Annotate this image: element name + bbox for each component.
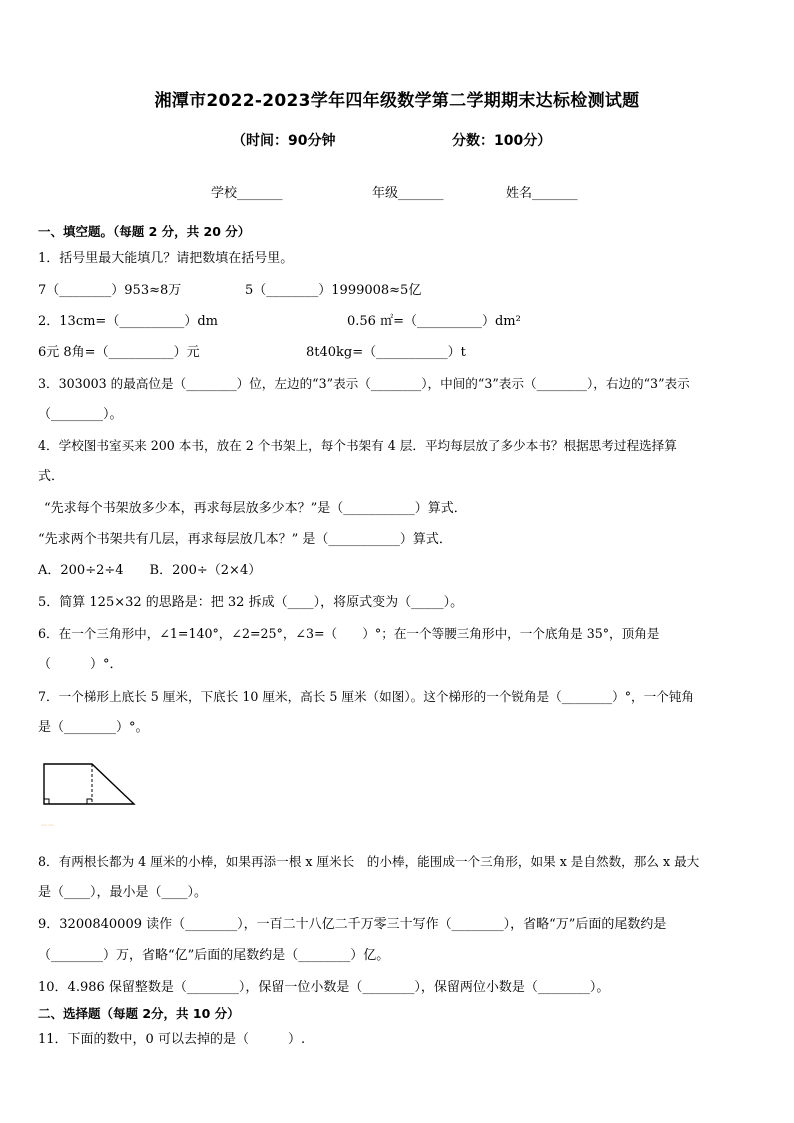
- score-label: 分数：100分）: [452, 133, 552, 149]
- exam-title: 湘潭市2022-2023学年四年级数学第二学期期末达标检测试题: [154, 91, 640, 111]
- question-11: 11．下面的数中，0 可以去掉的是（ ）.: [38, 1032, 306, 1047]
- grade-field: 年级_______: [372, 186, 444, 201]
- school-field: 学校_______: [211, 186, 283, 201]
- question-10: 10．4.986 保留整数是（________），保留一位小数是（________），保留两位小数是（________）。: [38, 980, 610, 995]
- question-7-line1: 7．一个梯形上底长 5 厘米，下底长 10 厘米，高长 5 厘米（如图）。这个梯形的一个锐角是（________）°，一个钝角: [38, 689, 694, 704]
- question-4-line3: “先求每个书架放多少本，再求每层放多少本？”是（___________）算式．: [44, 501, 467, 516]
- question-2a: 2．13cm=（__________）dm: [38, 314, 218, 329]
- question-4-options: A．200÷2÷4 B．200÷（2×4）: [38, 563, 262, 578]
- question-1b: 5（________）1999008≈5亿: [245, 283, 422, 298]
- question-1a: 7（________）953≈8万: [38, 283, 182, 298]
- faint-scan-mark: ~~: [40, 821, 56, 831]
- question-8-line1: 8．有两根长都为 4 厘米的小棒，如果再添一根 x 厘米长 的小棒，能围成一个三角形，如果 x 是自然数，那么 x 最大: [38, 854, 700, 869]
- section2-heading: 二、选择题（每题 2分，共 10 分）: [38, 1006, 240, 1021]
- time-label: （时间：90分钟: [232, 133, 336, 149]
- question-6-line2: （ ）°．: [38, 657, 123, 672]
- question-9-line2: （________）万，省略“亿”后面的尾数约是（________）亿。: [38, 948, 390, 963]
- question-1: 1．括号里最大能填几？请把数填在括号里。: [38, 251, 294, 266]
- question-2d: 8t40kg=（___________）t: [306, 345, 466, 360]
- name-field: 姓名_______: [506, 186, 578, 201]
- question-7-line2: 是（________）°。: [38, 720, 149, 735]
- right-angle-mark-height: [87, 799, 92, 804]
- section1-heading: 一、填空题。（每题 2 分，共 20 分）: [38, 224, 251, 239]
- question-3-line2: （________）。: [38, 407, 123, 422]
- question-9-line1: 9．3200840009 读作（________），一百二十八亿二千万零三十写作（________），省略“万”后面的尾数约是: [38, 917, 667, 932]
- question-3-line1: 3．303003 的最高位是（________）位，左边的“3”表示（________），中间的“3”表示（________），右边的“3”表示: [38, 376, 690, 391]
- question-4-line4: “先求两个书架共有几层，再求每层放几本？” 是（___________）算式．: [38, 532, 452, 547]
- question-2b: 0.56 ㎡=（__________）dm²: [347, 314, 521, 329]
- right-angle-mark-left: [44, 799, 49, 804]
- question-2c: 6元 8角=（__________）元: [38, 345, 200, 360]
- trapezoid-figure: [36, 756, 146, 836]
- question-4-line2: 式．: [38, 469, 65, 484]
- question-5: 5．简算 125×32 的思路是：把 32 拆成（____），将原式变为（_____）。: [38, 595, 464, 610]
- question-8-line2: 是（____），最小是（____）。: [38, 885, 208, 900]
- trapezoid-shape: [44, 764, 134, 804]
- question-6-line1: 6．在一个三角形中，∠1=140°，∠2=25°，∠3=（ ）°；在一个等腰三角形中，一个底角是 35°，顶角是: [38, 626, 660, 641]
- question-4-line1: 4．学校图书室买来 200 本书，放在 2 个书架上，每个书架有 4 层．平均每层放了多少本书？根据思考过程选择算: [38, 438, 677, 453]
